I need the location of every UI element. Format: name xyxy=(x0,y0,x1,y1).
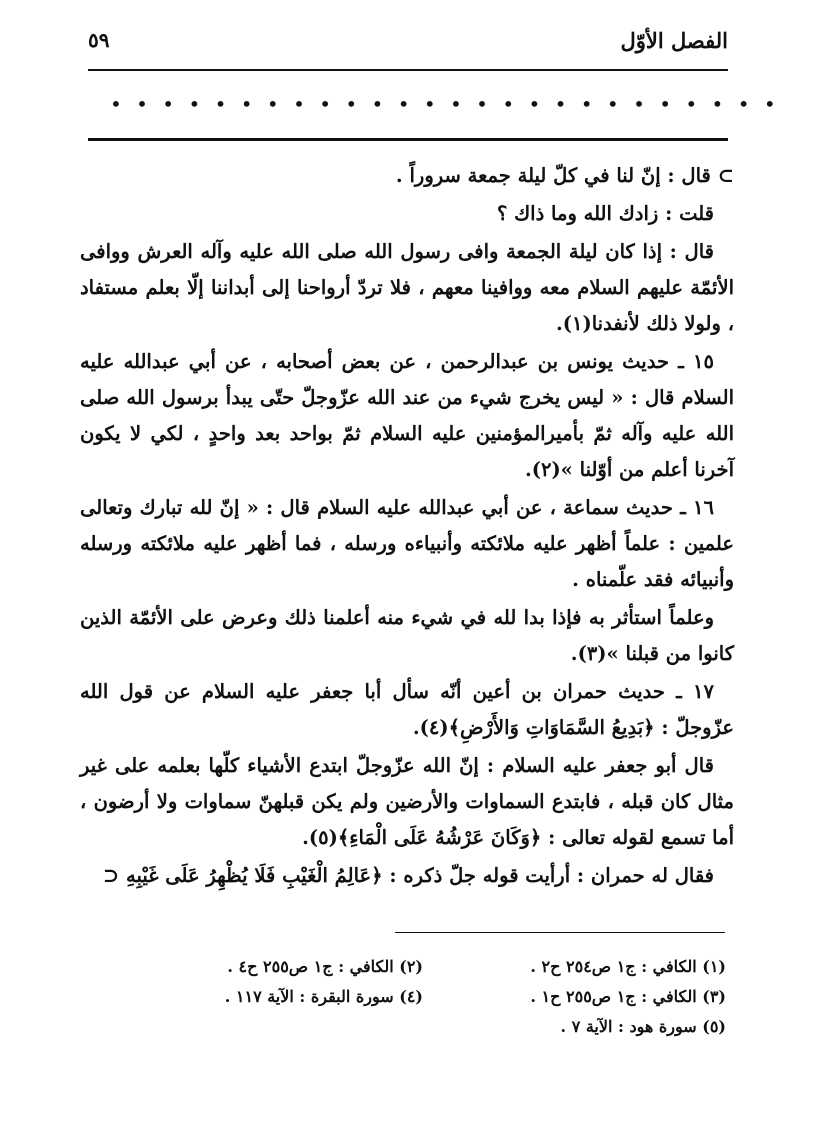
paragraph: ١٧ ـ حديث حمران بن أعين أنّه سأل أبا جعفر عليه السلام عن قول الله عزّوجلّ : ﴿بَدِيعُ السَّمَاوَاتِ وَالأَرْضِ﴾(٤). xyxy=(80,680,734,739)
chapter-title: الفصل الأوّل xyxy=(620,28,728,53)
paragraph xyxy=(80,158,734,194)
paragraph-end-mark: ⊂ xyxy=(102,864,120,887)
dot-separator: • • • • • • • • • • • • • • • • • • • • • • • • • • xyxy=(110,92,780,116)
paragraph: قال : إذا كان ليلة الجمعة وافى رسول الله صلى الله عليه وآله العرش ووافى الأئمّة عليهم السلام معه ووافينا معهم ، فلا تردّ أرواحنا إلى أبداننا إلّا بعلم مستفاد ، ولولا ذلك لأنفدنا(١). xyxy=(80,240,734,335)
paragraph-start-mark: ⊃ xyxy=(717,164,734,187)
paragraph: وعلماً استأثر به فإذا بدا لله في شيء منه أعلمنا ذلك وعرض على الأئمّة الذين كانوا من قبلنا »(٣). xyxy=(80,606,734,665)
footnote: (٥) سورة هود : الآية ٧ . xyxy=(560,1017,726,1036)
body-rule xyxy=(88,138,728,141)
footnotes xyxy=(150,952,726,1042)
page-number: ٥٩ xyxy=(88,28,110,52)
paragraph: ١٦ ـ حديث سماعة ، عن أبي عبدالله عليه السلام قال : « إنّ لله تبارك وتعالى علمين : علماً أظهر عليه ملائكته وأنبياءه ورسله ، فما أظهر عليه ملائكته ورسله وأنبيائه فقد علّمناه . xyxy=(80,496,734,591)
paragraph: قلت : زادك الله وما ذاك ؟ xyxy=(496,202,714,225)
footnote: (٢) الكافي : ج١ ص٢٥٥ ح٤ . xyxy=(227,957,423,976)
footnote: (٣) الكافي : ج١ ص٢٥٥ ح١ . xyxy=(530,987,726,1006)
paragraph: قال أبو جعفر عليه السلام : إنّ الله عزّوجلّ ابتدع الأشياء كلّها بعلمه على غير مثال كان قبله ، فابتدع السماوات والأرضين ولم يكن قبلهنّ سماوات ولا أرضون ، أما تسمع لقوله تعالى : ﴿وَكَانَ عَرْشُهُ عَلَى الْمَاءِ﴾(٥). xyxy=(80,754,734,849)
header-rule xyxy=(88,69,728,71)
paragraph: ١٥ ـ حديث يونس بن عبدالرحمن ، عن بعض أصحابه ، عن أبي عبدالله عليه السلام قال : « ليس يخرج شيء من عند الله عزّوجلّ حتّى يبدأ برسول الله صلى الله عليه وآله ثمّ بأميرالمؤمنين عليه السلام ثمّ بواحد بعد واحدٍ ، لكي لا يكون آخرنا أعلم من أوّلنا »(٢). xyxy=(80,350,734,481)
paragraph-text: فقال له حمران : أرأيت قوله جلّ ذكره : ﴿عَالِمُ الْغَيْبِ فَلَا يُظْهِرُ عَلَى غَيْبِهِ xyxy=(126,864,714,887)
paragraph-text: قال : إنّ لنا في كلّ ليلة جمعة سروراً . xyxy=(395,164,711,187)
main-text xyxy=(80,158,734,896)
footnote: (٤) سورة البقرة : الآية ١١٧ . xyxy=(224,987,423,1006)
paragraph xyxy=(80,858,734,894)
page-header xyxy=(88,28,728,68)
footnote-rule xyxy=(395,932,725,933)
footnote: (١) الكافي : ج١ ص٢٥٤ ح٢ . xyxy=(530,957,726,976)
